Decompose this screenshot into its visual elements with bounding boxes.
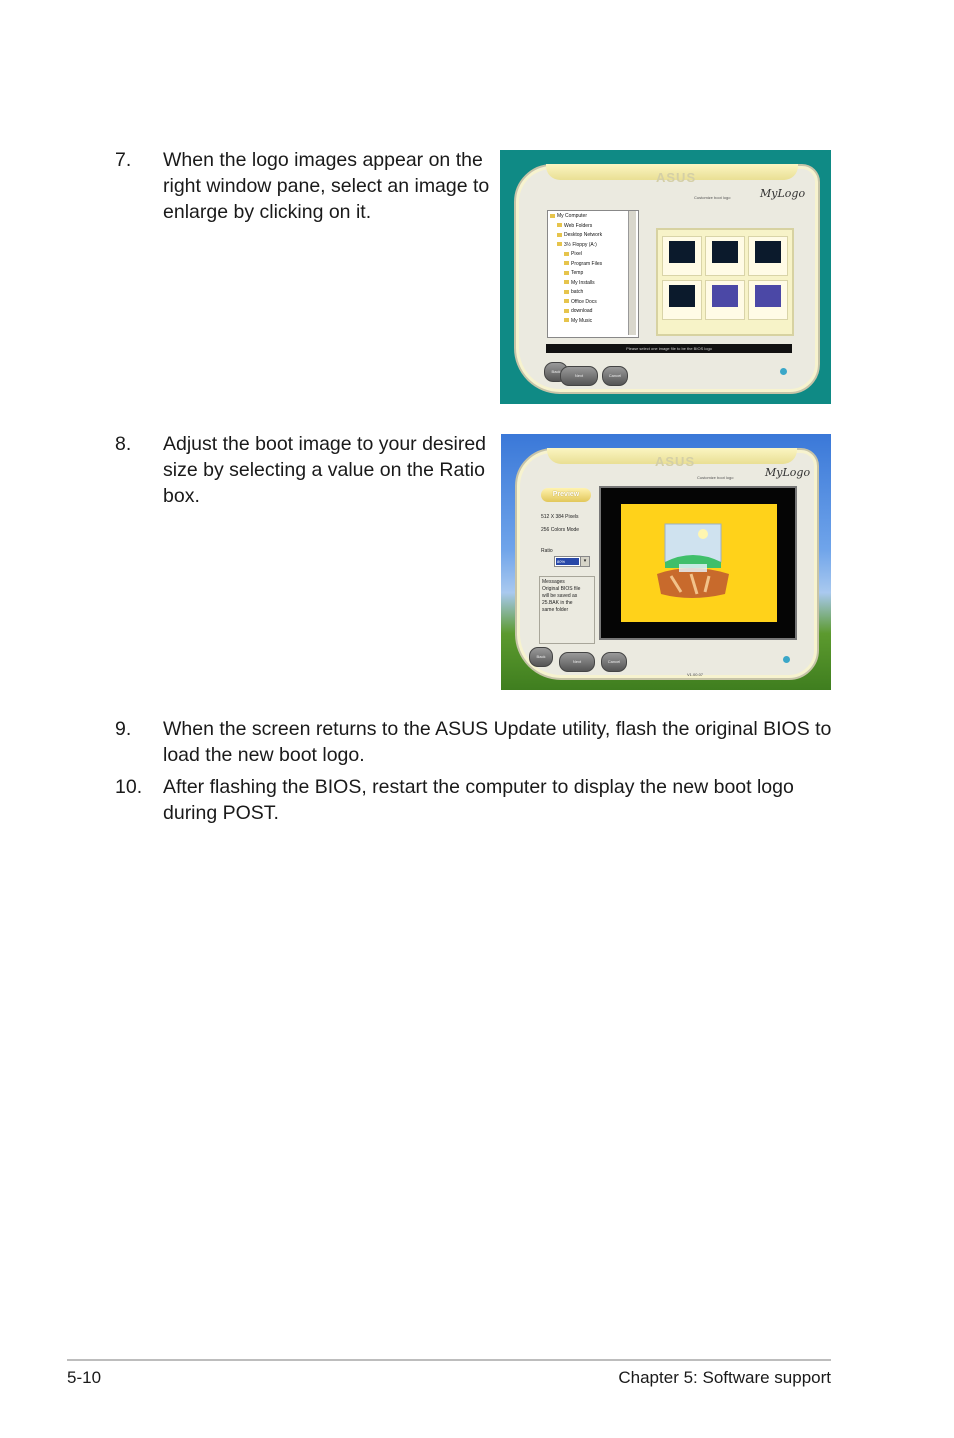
boot-logo-image [621, 504, 777, 622]
step-10 [115, 774, 845, 828]
step-line: After flashing the BIOS, restart the computer to display the new boot logo [163, 776, 794, 798]
status-bar: Please select one image file to be the BIOS logo [546, 344, 792, 353]
footer-rule [67, 1359, 831, 1361]
step-line: box. [163, 485, 200, 507]
ratio-select[interactable] [554, 556, 590, 567]
window-subtitle: Customize boot logo [694, 195, 731, 200]
preview-pane [599, 486, 797, 640]
help-icon[interactable] [783, 656, 790, 663]
step-number: 8. [115, 433, 132, 455]
folder-tree[interactable] [547, 210, 639, 338]
tree-item[interactable]: Program Files [550, 260, 636, 270]
tree-item[interactable]: download [550, 307, 636, 317]
tree-item[interactable]: Temp [550, 269, 636, 279]
step-line: load the new boot logo. [163, 744, 365, 766]
step-line: right window pane, select an image to [163, 175, 490, 197]
tree-item[interactable]: batch [550, 288, 636, 298]
image-gallery [656, 228, 794, 336]
message-title: Messages [542, 579, 565, 585]
logo-thumbnail[interactable] [748, 236, 788, 276]
step-9 [115, 716, 845, 770]
tree-item[interactable]: Office Docs [550, 298, 636, 308]
mylogo-preview-screenshot [501, 434, 831, 690]
step-text [163, 774, 794, 826]
ratio-value: 80% [556, 558, 579, 565]
cancel-button[interactable]: Cancel [601, 652, 627, 672]
window-subtitle: Customize boot logo [697, 475, 734, 480]
tree-item[interactable]: Pixel [550, 250, 636, 260]
step-line: When the logo images appear on the [163, 149, 483, 171]
next-button[interactable]: Next [560, 366, 598, 386]
asus-logo: ASUS [656, 170, 697, 185]
tree-item[interactable]: My Installs [550, 279, 636, 289]
step-8 [115, 431, 495, 511]
step-line: When the screen returns to the ASUS Update utility, flash the original BIOS to [163, 718, 832, 740]
tree-item[interactable]: My Computer [550, 212, 636, 222]
message-line: Original BIOS file [542, 586, 581, 592]
step-text [163, 716, 831, 768]
mylogo-window [515, 448, 819, 680]
next-button[interactable]: Next [559, 652, 595, 672]
step-line: during POST. [163, 802, 279, 824]
step-number: 10. [115, 776, 143, 798]
step-line: Adjust the boot image to your desired [163, 433, 487, 455]
logo-thumbnail[interactable] [705, 236, 745, 276]
step-text [163, 147, 489, 225]
chevron-down-icon[interactable]: ▾ [580, 557, 589, 566]
version-text: V1.00.07 [687, 672, 704, 677]
color-mode-text: 256 Colors Mode [541, 527, 580, 533]
message-line: same folder [542, 607, 569, 613]
back-button[interactable]: Back [529, 647, 553, 667]
tree-item[interactable]: Desktop Network [550, 231, 636, 241]
step-7 [115, 147, 495, 227]
message-box [539, 576, 595, 644]
asus-logo: ASUS [655, 454, 696, 469]
mylogo-title: MyLogo [760, 187, 806, 200]
logo-thumbnail[interactable] [662, 236, 702, 276]
logo-thumbnail[interactable] [748, 280, 788, 320]
mylogo-window [514, 164, 820, 394]
step-text [163, 431, 486, 509]
tree-item[interactable]: 3½ Floppy (A:) [550, 241, 636, 251]
step-number: 9. [115, 718, 132, 740]
logo-thumbnail[interactable] [662, 280, 702, 320]
resolution-text: 512 X 384 Pixels [541, 514, 579, 520]
step-number: 7. [115, 149, 132, 171]
step-line: size by selecting a value on the Ratio [163, 459, 485, 481]
chapter-title: Chapter 5: Software support [618, 1368, 831, 1387]
cancel-button[interactable]: Cancel [602, 366, 628, 386]
back-button[interactable]: Back [544, 362, 568, 382]
mylogo-title: MyLogo [765, 466, 811, 479]
tree-scrollbar[interactable] [628, 211, 636, 335]
help-icon[interactable] [780, 368, 787, 375]
preview-tab[interactable]: Preview [541, 488, 591, 502]
tree-item[interactable]: My Music [550, 317, 636, 327]
tree-item[interactable]: Web Folders [550, 222, 636, 232]
boot-logo-preview [621, 504, 777, 622]
mylogo-select-screenshot [500, 150, 831, 404]
ratio-label: Ratio [541, 548, 553, 554]
message-line: 25.BAK in the [542, 600, 573, 606]
step-line: enlarge by clicking on it. [163, 201, 372, 223]
logo-thumbnail[interactable] [705, 280, 745, 320]
message-line: will be saved as [542, 593, 578, 599]
page-number: 5-10 [67, 1368, 102, 1387]
